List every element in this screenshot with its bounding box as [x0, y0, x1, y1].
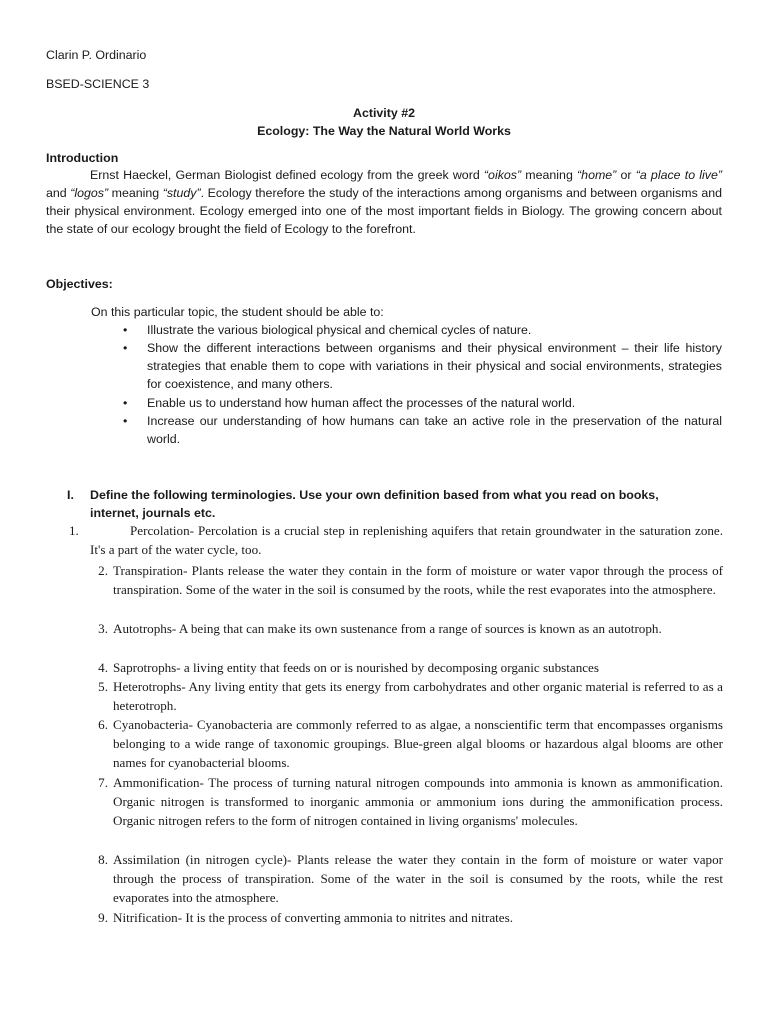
section-numeral: I. — [67, 488, 74, 502]
item-number: 7. — [98, 775, 108, 790]
introduction-heading: Introduction — [46, 151, 119, 165]
item-number: 1. — [69, 523, 79, 538]
item-number: 3. — [98, 621, 108, 636]
activity-title: Activity #2 — [353, 106, 415, 120]
bullet-icon: • — [123, 414, 128, 428]
item-number: 6. — [98, 717, 108, 732]
section-heading: Define the following terminologies. Use your own definition based from what you read on books, internet, journals etc. — [90, 488, 659, 520]
bullet-icon: • — [123, 341, 128, 355]
bullet-icon: • — [123, 396, 128, 410]
objective-item: Enable us to understand how human affect the processes of the natural world. — [147, 396, 576, 410]
item-number: 9. — [98, 910, 108, 925]
terminology-item: Cyanobacteria- Cyanobacteria are commonly referred to as algae, a nonscientific term that encompasses organisms belonging to a wide range of taxonomic groupings. Blue-green algal blooms or hazardous algal blooms are other names for cyanobacterial blooms. — [113, 717, 723, 770]
item-number: 8. — [98, 852, 108, 867]
course-label: BSED-SCIENCE 3 — [46, 77, 150, 91]
activity-subtitle: Ecology: The Way the Natural World Works — [257, 124, 511, 138]
objectives-lead: On this particular topic, the student should be able to: — [91, 305, 384, 319]
item-number: 4. — [98, 660, 108, 675]
item-number: 2. — [98, 563, 108, 578]
terminology-item: Transpiration- Plants release the water they contain in the form of moisture or water vapor through the process of transpiration. Some of the water in the soil is consumed by the roots, while the rest evaporates into the atmosphere. — [113, 563, 723, 597]
terminology-item: Autotrophs- A being that can make its own sustenance from a range of sources is known as an autotroph. — [113, 621, 662, 636]
objective-item: Illustrate the various biological physical and chemical cycles of nature. — [147, 323, 532, 337]
objective-item: Show the different interactions between organisms and their physical environment – their life history strategies that enable them to cope with variations in their physical and social environments, strategies for coexistence, and many others. — [147, 341, 722, 391]
objectives-heading: Objectives: — [46, 277, 113, 291]
introduction-paragraph: Ernst Haeckel, German Biologist defined ecology from the greek word “oikos” meaning “home” or “a place to live” and “logos” meaning “study”. Ecology therefore the study of the interactions among organisms and between organisms and their physical environment. Ecology emerged into one of the most important fields in Biology. The growing concern about the state of our ecology brought the field of Ecology to the forefront. — [46, 168, 723, 236]
terminology-item: Percolation- Percolation is a crucial step in replenishing aquifers that retain groundwater in the saturation zone. It's a part of the water cycle, too. — [90, 523, 723, 557]
terminology-item: Saprotrophs- a living entity that feeds on or is nourished by decomposing organic substances — [113, 660, 599, 675]
objectives-list — [0, 321, 768, 451]
author-name: Clarin P. Ordinario — [46, 48, 147, 62]
terminology-item: Assimilation (in nitrogen cycle)- Plants release the water they contain in the form of moisture or water vapor through the process of transpiration. Some of the water in the soil is consumed by the roots, while the rest evaporates into the atmosphere. — [113, 852, 723, 905]
item-number: 5. — [98, 679, 108, 694]
terminology-list — [0, 521, 768, 931]
objective-item: Increase our understanding of how humans can take an active role in the preservation of the natural world. — [147, 414, 722, 446]
bullet-icon: • — [123, 323, 128, 337]
terminology-item: Nitrification- It is the process of converting ammonia to nitrites and nitrates. — [113, 910, 513, 925]
terminology-item: Heterotrophs- Any living entity that gets its energy from carbohydrates and other organic material is referred to as a heterotroph. — [113, 679, 723, 713]
terminology-item: Ammonification- The process of turning natural nitrogen compounds into ammonia is known as ammonification. Organic nitrogen is transformed to inorganic ammonia or ammonium ions during the ammonification process. Organic nitrogen refers to the form of nitrogen contained in living organisms' molecules. — [113, 775, 723, 828]
